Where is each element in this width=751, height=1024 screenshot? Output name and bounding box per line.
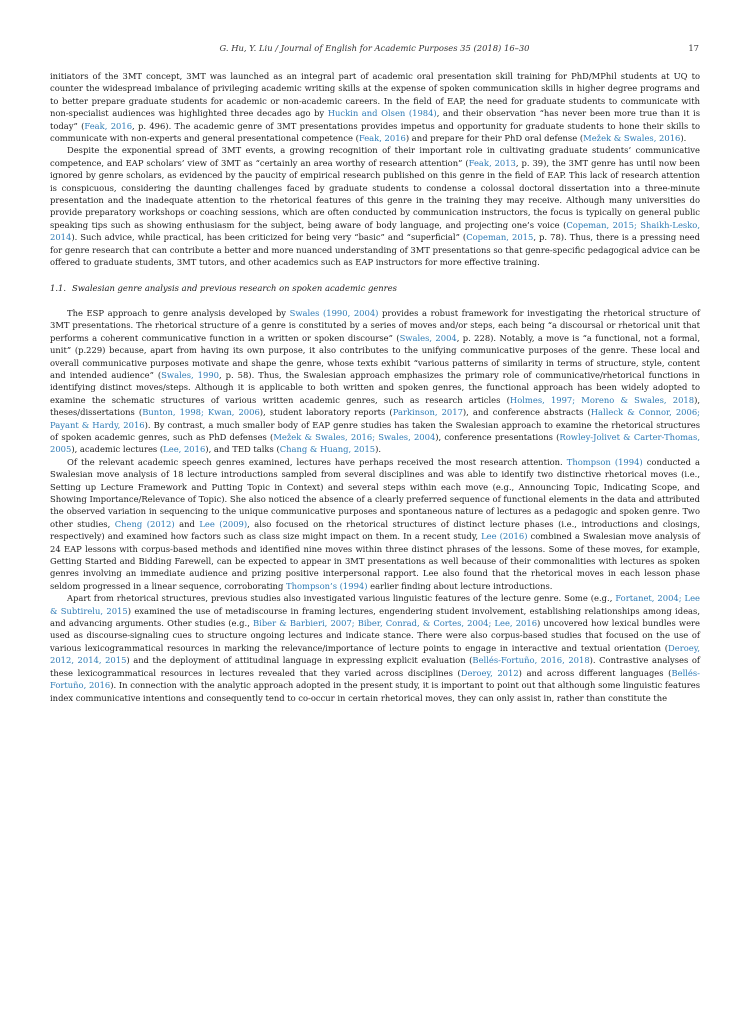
- paragraph-2: [50, 144, 700, 268]
- citation-link[interactable]: Bellés-Fortuño, 2016, 2018: [472, 655, 590, 666]
- body-text: , p. 39), the 3MT genre has until now been ignored by genre scholars, as evidenced by the paucity of empirical research published on this genre in the field of EAP. This lack of research attention is conspicuous, considering the daunting challenges faced by graduate students to condense a colossal doctoral dissertation into a three-minute presentation and the inadequate attention to the rhetorical features of this genre in the training they may receive. Although many universities do provide preparatory workshops or coaching sessions, which are often conducted by communication instructors, the focus is typically on general public speaking tips such as showing enthusiasm for the subject, being aware of body language, and projecting one’s voice (: [50, 157, 700, 230]
- citation-link[interactable]: Mežek & Swales, 2016: [583, 133, 681, 144]
- body-text: ), and TED talks (: [205, 444, 280, 455]
- citation-link[interactable]: Holmes, 1997; Moreno & Swales, 2018: [509, 394, 695, 405]
- citation-link[interactable]: Halleck & Connor, 2006; Payant & Hardy, 2016: [50, 407, 700, 430]
- body-text: , p. 496). The academic genre of 3MT presentations provides impetus and opportunity for graduate students to hone their skills to communicate with non-experts and general presentational competence (: [50, 120, 701, 144]
- body-text: ) and the deployment of attitudinal language in expressing explicit evaluation (: [126, 655, 473, 666]
- body-text: ) examined the use of metadiscourse in framing lectures, engendering student involvement, establishing relationships among ideas, and advancing arguments. Other studies (e.g.,: [50, 605, 700, 629]
- citation-link[interactable]: Lee (2009): [199, 518, 248, 529]
- citation-link[interactable]: Thompson (1994): [566, 456, 643, 467]
- section-number: 1.1.: [50, 282, 66, 293]
- body-text: ) and prepare for their PhD oral defense (: [405, 133, 584, 144]
- body-text: ). Contrastive analyses of these lexicogrammatical resources in lectures revealed that they varied across disciplines (: [50, 655, 701, 678]
- body-text: ), and conference abstracts (: [462, 407, 591, 418]
- body-text: , p. 58). Thus, the Swalesian approach emphasizes the primary role of communicative/rhetorical functions in identifying distinct moves/steps. Although it is applicable to both written and spoken genres, the functional approach has been widely adopted to examine the schematic structures of various written academic genres, such as research articles (: [50, 369, 700, 405]
- journal-citation: G. Hu, Y. Liu / Journal of English for Academic Purposes 35 (2018) 16–30: [219, 43, 530, 53]
- body-text: ). Such advice, while practical, has been criticized for being very “basic” and “superficial” (: [71, 232, 467, 243]
- paragraph-5: [50, 592, 700, 704]
- body-text: ).: [680, 133, 687, 144]
- body-text: earlier finding about lecture introductions.: [367, 580, 553, 591]
- citation-link[interactable]: Rowley-Jolivet & Carter-Thomas, 2005: [50, 431, 701, 455]
- body-text: combined a Swalesian move analysis of 24 EAP lessons with corpus-based methods and identified nine moves within three distinct phrases of the lessons. Some of these moves, for example, Getting Started and Bidding Farewell, can be expected to appear in 3MT presentations as well because of their commonalities with lectures as spoken genres involving an immediate audience and prizing positive interpersonal rapport. Lee also found that the rhetorical moves in each lesson phase seldom progressed in a linear sequence, corroborating: [50, 531, 700, 591]
- body-text: , p. 78). Thus, there is a pressing need for genre research that can contribute a better and more nuanced understanding of 3MT presentations so that genre-specific pedagogical advice can be offered to graduate students, 3MT tutors, and other academics such as EAP instructors for more effective training.: [50, 232, 700, 268]
- citation-link[interactable]: Feak, 2016: [358, 133, 406, 144]
- body-text: , p. 228). Notably, a move is “a functional, not a formal, unit” (p.229) because, apart from having its own purpose, it also contributes to the unifying communicative purposes of the genre. These local and overall communicative purposes motivate and shape the genre, whose texts exhibit “various patterns of similarity in terms of structure, style, content and intended audience” (: [50, 332, 700, 380]
- body-text: ). In connection with the analytic approach adopted in the present study, it is important to point out that although some linguistic features index communicative intentions and consequently tend to co-occur in certain rhetorical moves, they can only assist in, rather than constitute the: [50, 680, 700, 703]
- page-number: 17: [688, 43, 699, 53]
- body-text: ). By contrast, a much smaller body of EAP genre studies has taken the Swalesian approach to examine the rhetorical structures of spoken academic genres, such as PhD defenses (: [50, 419, 700, 442]
- body-text: conducted a Swalesian move analysis of 18 lecture introductions sampled from several disciplines and was able to identify two distinctive rhetorical moves (i.e., Setting up Lecture Framework and Putting Topic in Context) and several steps within each move (e.g., Announcing Topic, Indicating Scope, and Showing Importance/Relevance of Topic). She also noticed the absence of a clearly preferred sequence of functional elements in the data and attributed the observed variation in sequencing to the unique communicative purposes and spontaneous nature of lectures as a pedagogic and spoken genre. Two other studies,: [50, 456, 700, 529]
- citation-link[interactable]: Deroey, 2012, 2014, 2015: [50, 642, 700, 666]
- article-body: [50, 70, 700, 704]
- citation-link[interactable]: Mežek & Swales, 2016; Swales, 2004: [273, 431, 436, 442]
- paragraph-4: [50, 456, 700, 592]
- running-header: [50, 43, 699, 57]
- body-text: and: [174, 518, 200, 529]
- citation-link[interactable]: Lee, 2016: [163, 444, 206, 455]
- citation-link[interactable]: Copeman, 2015: [466, 232, 534, 243]
- citation-link[interactable]: Cheng (2012): [114, 518, 175, 529]
- section-heading: [50, 282, 700, 294]
- body-text: initiators of the 3MT concept, 3MT was launched as an integral part of academic oral presentation skill training for PhD/MPhil students at UQ to counter the widespread imbalance of privileging academic writing skills at the expense of spoken communication skills in higher degree programs and to better prepare graduate students for academic or non-academic careers. In the field of EAP, the need for graduate students to communicate with non-specialist audiences was highlighted three decades ago by: [50, 71, 700, 119]
- body-text: ), academic lectures (: [71, 444, 164, 455]
- citation-link[interactable]: Huckin and Olsen (1984): [327, 108, 437, 119]
- citation-link[interactable]: Deroey, 2012: [460, 667, 519, 678]
- body-text: , and their observation “has never been more true than it is today” (: [50, 108, 701, 131]
- citation-link[interactable]: Bellés-Fortuño, 2016: [50, 667, 701, 691]
- citation-link[interactable]: Copeman, 2015; Shaikh-Lesko, 2014: [50, 219, 700, 243]
- body-text: ) uncovered how lexical bundles were used as discourse-signaling cues to structure ongoing lectures and indicate stance. There were also corpus-based studies that focused on the use of various lexicogrammatical resources in marking the relevance/importance of lecture points to engage in interactive and textual orientation (: [50, 618, 700, 653]
- body-text: ), conference presentations (: [435, 431, 560, 442]
- body-text: ).: [375, 444, 382, 455]
- citation-link[interactable]: Lee (2016): [481, 531, 528, 542]
- citation-link[interactable]: Feak, 2013: [468, 157, 516, 168]
- body-text: Despite the exponential spread of 3MT events, a growing recognition of their important role in cultivating graduate students’ communicative competence, and EAP scholars’ view of 3MT as “certainly an area worthy of research attention” (: [50, 145, 700, 168]
- paragraph-3: [50, 307, 700, 456]
- citation-link[interactable]: Biber & Barbieri, 2007; Biber, Conrad, & Cortes, 2004; Lee, 2016: [252, 618, 538, 629]
- citation-link[interactable]: Bunton, 1998; Kwan, 2006: [142, 407, 260, 418]
- citation-link[interactable]: Thompson’s (1994): [285, 580, 368, 591]
- body-text: ) and across different languages (: [518, 667, 672, 678]
- section-title: Swalesian genre analysis and previous research on spoken academic genres: [71, 282, 397, 293]
- citation-link[interactable]: Parkinson, 2017: [392, 407, 463, 418]
- body-text: ), theses/dissertations (: [50, 394, 701, 418]
- body-text: Apart from rhetorical structures, previous studies also investigated various linguistic features of the lecture genre. Some (e.g.,: [67, 593, 616, 604]
- citation-link[interactable]: Swales, 2004: [399, 332, 457, 343]
- body-text: Of the relevant academic speech genres examined, lectures have perhaps received the most research attention.: [67, 456, 567, 467]
- citation-link[interactable]: Feak, 2016: [84, 120, 133, 131]
- citation-link[interactable]: Fortanet, 2004; Lee & Subtirelu, 2015: [50, 593, 700, 616]
- body-text: ), student laboratory reports (: [259, 407, 393, 418]
- paragraph-1: [50, 70, 700, 144]
- body-text: provides a robust framework for investigating the rhetorical structure of 3MT presentations. The rhetorical structure of a genre is constituted by a series of moves and/or steps, each being “a discoursal or rhetorical unit that performs a coherent communicative function in a written or spoken discourse” (: [50, 307, 700, 343]
- citation-link[interactable]: Swales, 1990: [161, 369, 219, 380]
- citation-link[interactable]: Swales (1990, 2004): [289, 307, 379, 318]
- body-text: , also focused on the rhetorical structures of distinct lecture phases (i.e., introductions and closings, respectively) and examined how factors such as class size might impact on them. In a recent study,: [50, 518, 700, 542]
- body-text: The ESP approach to genre analysis developed by: [67, 307, 290, 318]
- citation-link[interactable]: Chang & Huang, 2015: [279, 444, 376, 455]
